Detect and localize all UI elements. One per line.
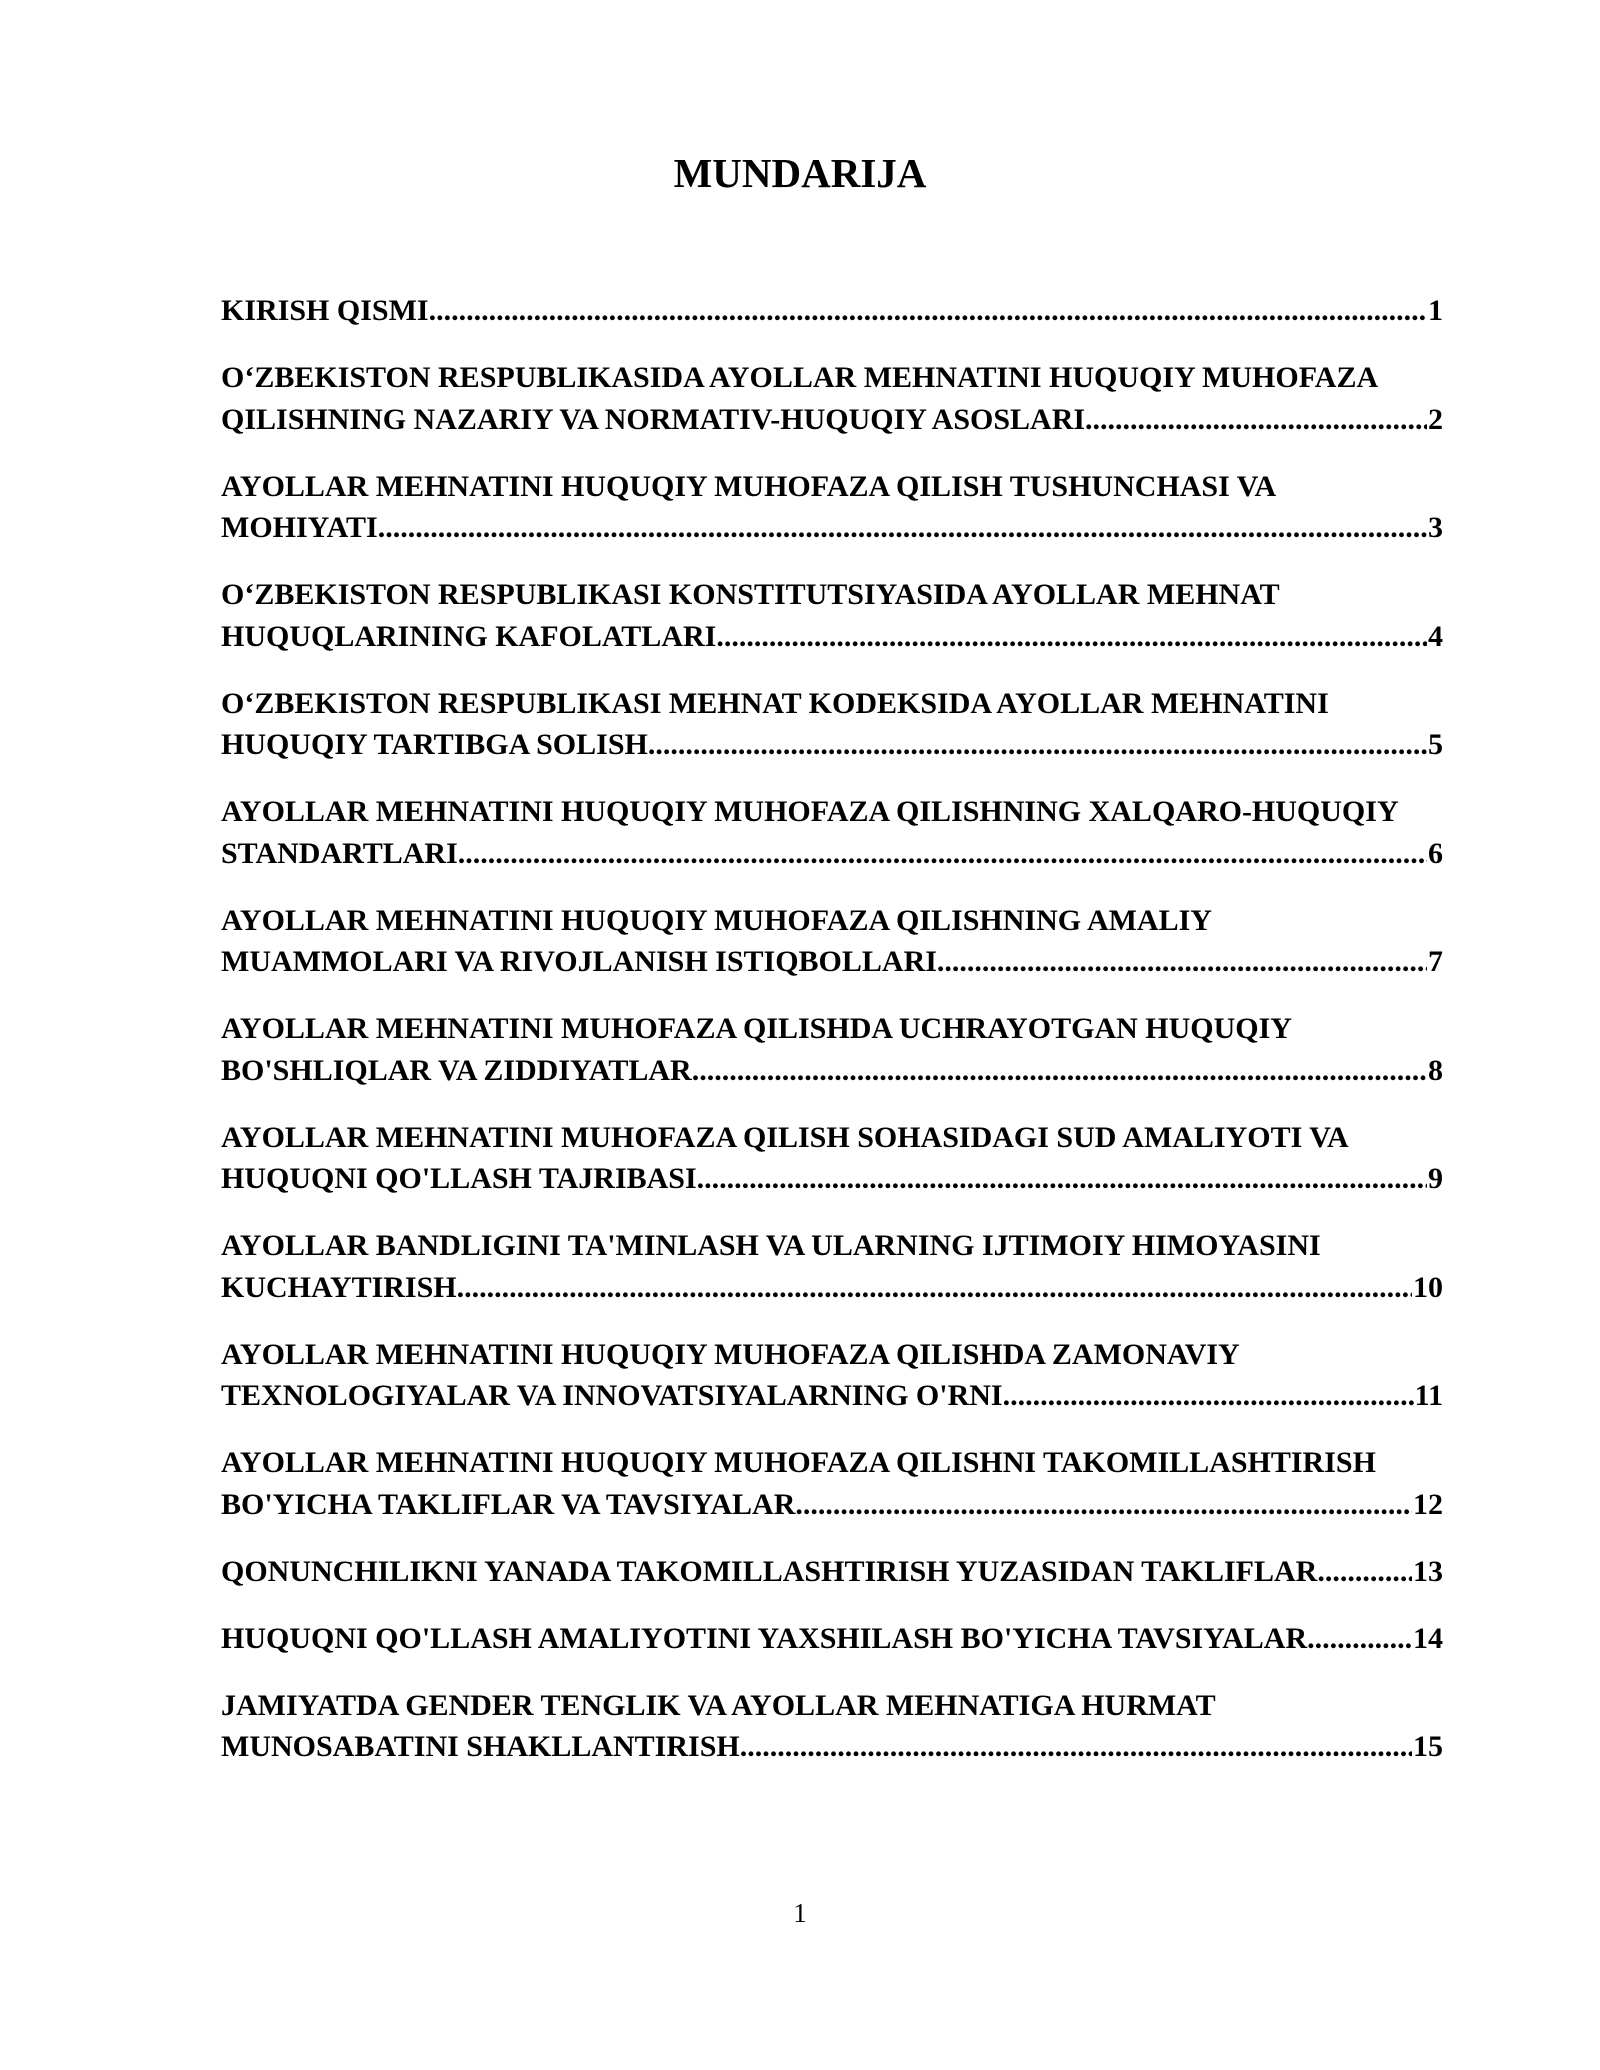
toc-entry [221, 574, 1443, 657]
toc-entry [221, 290, 1443, 332]
toc-entry-title: O‘ZBEKISTON RESPUBLIKASI MEHNAT KODEKSIDA AYOLLAR MEHNATINI [221, 686, 1329, 720]
toc-entry-line [221, 1484, 1443, 1526]
dot-leader [1307, 1618, 1412, 1660]
toc-entry-line [221, 1618, 1443, 1660]
toc-entry-line [221, 1375, 1443, 1417]
toc-entry-title: QONUNCHILIKNI YANADA TAKOMILLASHTIRISH YUZASIDAN TAKLIFLAR [221, 1554, 1318, 1588]
page-title: MUNDARIJA [673, 150, 927, 196]
toc-page-number: 5 [1428, 728, 1443, 761]
dot-leader [1003, 1375, 1414, 1417]
toc-page-number: 9 [1428, 1162, 1443, 1195]
toc-entry-title: AYOLLAR MEHNATINI HUQUQIY MUHOFAZA QILISHNI TAKOMILLASHTIRISH [221, 1446, 1376, 1479]
toc-entry [221, 791, 1443, 874]
toc-entry-title: O‘ZBEKISTON RESPUBLIKASIDA AYOLLAR MEHNATINI HUQUQIY MUHOFAZA [221, 361, 1379, 394]
toc-page-number: 14 [1413, 1621, 1443, 1655]
toc-entry-title-continued: MUAMMOLARI VA RIVOJLANISH ISTIQBOLLARI [221, 945, 937, 978]
toc-entry [221, 683, 1443, 766]
toc-page-number: 13 [1413, 1554, 1443, 1588]
toc-entry [221, 900, 1443, 983]
dot-leader [697, 1158, 1427, 1200]
toc-entry-line [221, 1267, 1443, 1309]
toc-page-number: 7 [1428, 945, 1443, 978]
dot-leader [378, 507, 1427, 549]
toc-entry-title: AYOLLAR BANDLIGINI TA'MINLASH VA ULARNING IJTIMOIY HIMOYASINI [221, 1229, 1321, 1262]
toc-entry [221, 1117, 1443, 1200]
toc-page-number: 15 [1413, 1730, 1443, 1763]
toc-entry-title-continued: HUQUQIY TARTIBGA SOLISH [221, 728, 648, 761]
toc-entry-title-continued: HUQUQNI QO'LLASH TAJRIBASI [221, 1162, 697, 1195]
toc-entry-line [221, 724, 1443, 766]
toc-entry-title-continued: HUQUQLARINING KAFOLATLARI [221, 619, 717, 653]
toc-entry-title-continued: BO'SHLIQLAR VA ZIDDIYATLAR [221, 1053, 692, 1087]
dot-leader [457, 1267, 1412, 1309]
toc-entry-title: AYOLLAR MEHNATINI HUQUQIY MUHOFAZA QILISHDA ZAMONAVIY [221, 1337, 1240, 1371]
toc-entry-title: AYOLLAR MEHNATINI MUHOFAZA QILISH SOHASIDAGI SUD AMALIYOTI VA [221, 1120, 1349, 1154]
toc-entry-title: AYOLLAR MEHNATINI HUQUQIY MUHOFAZA QILISHNING AMALIY [221, 903, 1212, 937]
dot-leader [716, 616, 1427, 658]
dot-leader [648, 724, 1427, 766]
toc-entry-line [221, 399, 1443, 441]
toc-entry-title: JAMIYATDA GENDER TENGLIK VA AYOLLAR MEHNATIGA HURMAT [221, 1688, 1216, 1722]
dot-leader [740, 1726, 1412, 1768]
toc-entry-title: AYOLLAR MEHNATINI HUQUQIY MUHOFAZA QILISH TUSHUNCHASI VA [221, 469, 1277, 503]
toc-page-number: 8 [1428, 1053, 1443, 1087]
toc-entry-title: AYOLLAR MEHNATINI MUHOFAZA QILISHDA UCHRAYOTGAN HUQUQIY [221, 1012, 1292, 1045]
toc-entry-title: O‘ZBEKISTON RESPUBLIKASI KONSTITUTSIYASIDA AYOLLAR MEHNAT [221, 578, 1280, 611]
toc-entry-line [221, 1158, 1443, 1200]
toc-entry-title: AYOLLAR MEHNATINI HUQUQIY MUHOFAZA QILISHNING XALQARO-HUQUQIY [221, 795, 1399, 828]
toc-entry-title-continued: MUNOSABATINI SHAKLLANTIRISH [221, 1730, 740, 1763]
toc-page-number: 4 [1428, 619, 1443, 653]
toc-page-number: 2 [1428, 402, 1443, 436]
toc-entry-line [221, 941, 1443, 983]
dot-leader [795, 1484, 1412, 1526]
toc-page-number: 10 [1413, 1270, 1443, 1304]
toc-entry-line [221, 290, 1443, 332]
dot-leader [937, 941, 1427, 983]
toc-page-number: 6 [1428, 836, 1443, 870]
dot-leader [692, 1050, 1427, 1092]
toc-entry [221, 1551, 1443, 1593]
toc-entry-line [221, 1551, 1443, 1593]
toc-entry-title-continued: BO'YICHA TAKLIFLAR VA TAVSIYALAR [221, 1487, 796, 1521]
toc-entry-title-continued: KUCHAYTIRISH [221, 1270, 457, 1304]
toc-entry [221, 1442, 1443, 1525]
toc-entry-line [221, 1050, 1443, 1092]
dot-leader [1085, 399, 1427, 441]
toc-entry [221, 1008, 1443, 1091]
table-of-contents [221, 290, 1443, 1793]
toc-entry [221, 1685, 1443, 1768]
toc-entry-line [221, 833, 1443, 875]
toc-entry [221, 466, 1443, 549]
toc-entry [221, 1334, 1443, 1417]
toc-entry-line [221, 1726, 1443, 1768]
toc-entry-title-continued: QILISHNING NAZARIY VA NORMATIV-HUQUQIY ASOSLARI [221, 402, 1086, 436]
dot-leader [1317, 1551, 1412, 1593]
toc-entry-title-continued: STANDARTLARI [221, 836, 458, 870]
toc-entry-title: HUQUQNI QO'LLASH AMALIYOTINI YAXSHILASH BO'YICHA TAVSIYALAR [221, 1621, 1308, 1655]
toc-entry [221, 357, 1443, 440]
toc-entry-title-continued: TEXNOLOGIYALAR VA INNOVATSIYALARNING O'RNI [221, 1379, 1003, 1412]
toc-entry-title: KIRISH QISMI [221, 294, 429, 327]
dot-leader [429, 290, 1427, 332]
dot-leader [458, 833, 1427, 875]
toc-page-number: 1 [1428, 294, 1443, 327]
toc-entry-title-continued: MOHIYATI [221, 511, 378, 544]
toc-page-number: 11 [1414, 1379, 1443, 1412]
toc-entry [221, 1618, 1443, 1660]
toc-page-number: 3 [1428, 511, 1443, 544]
toc-page-number: 12 [1413, 1487, 1443, 1521]
page-number: 1 [793, 1898, 807, 1928]
toc-entry [221, 1225, 1443, 1308]
toc-entry-line [221, 616, 1443, 658]
toc-entry-line [221, 507, 1443, 549]
